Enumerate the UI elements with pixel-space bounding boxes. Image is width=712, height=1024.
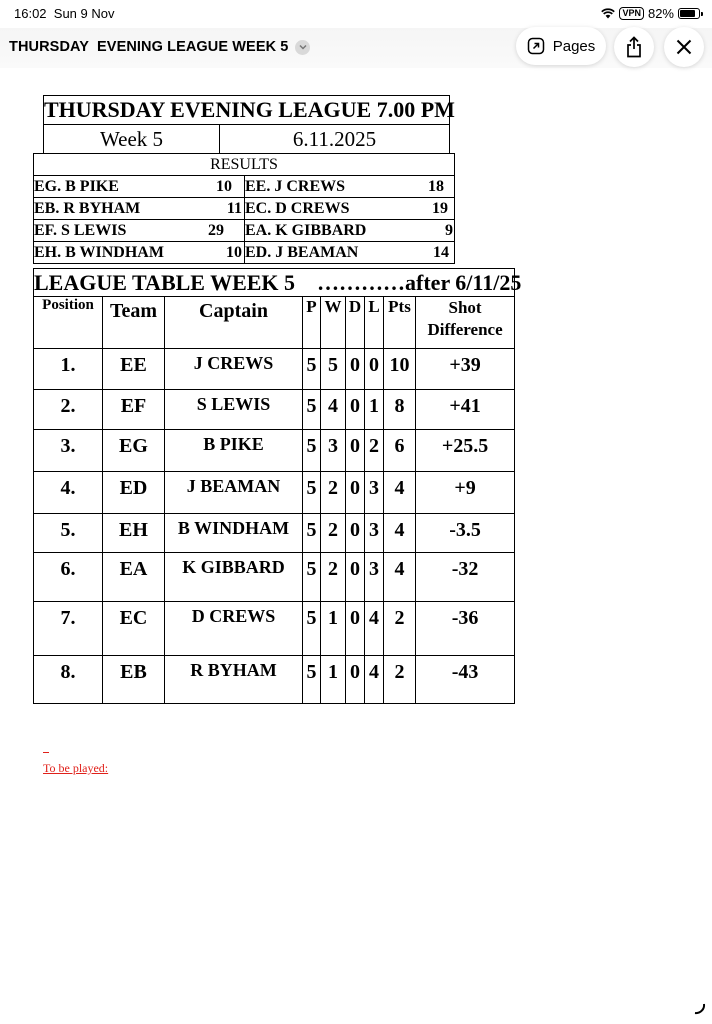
row-pts: 2	[384, 656, 416, 704]
blank-link[interactable]	[43, 740, 108, 755]
battery-icon	[678, 8, 700, 19]
row-p: 5	[303, 472, 321, 514]
wifi-icon	[601, 8, 615, 19]
loading-spinner-icon	[693, 1002, 707, 1016]
row-pts: 4	[384, 514, 416, 553]
row-l: 2	[365, 430, 384, 472]
result-home: EB. R BYHAM	[34, 198, 191, 220]
status-right	[601, 6, 700, 21]
row-w: 2	[321, 472, 346, 514]
col-shot-difference: Shot Difference	[416, 297, 515, 349]
row-p: 5	[303, 349, 321, 390]
row-position: 5.	[34, 514, 103, 553]
status-time-date: 16:02 Sun 9 Nov	[14, 6, 115, 21]
row-l: 1	[365, 390, 384, 430]
league-title: THURSDAY EVENING LEAGUE 7.00 PM	[44, 96, 450, 125]
row-shot-difference: +9	[416, 472, 515, 514]
league-table	[33, 268, 522, 704]
row-team: EA	[103, 553, 165, 602]
row-w: 5	[321, 349, 346, 390]
row-pts: 8	[384, 390, 416, 430]
row-w: 1	[321, 602, 346, 656]
result-away: EA. K GIBBARD 9	[245, 220, 455, 242]
result-home: EH. B WINDHAM	[34, 242, 191, 264]
chevron-down-icon[interactable]	[295, 40, 310, 55]
row-p: 5	[303, 553, 321, 602]
row-w: 2	[321, 514, 346, 553]
table-row	[34, 553, 515, 602]
result-row	[34, 242, 455, 264]
row-l: 4	[365, 656, 384, 704]
row-pts: 6	[384, 430, 416, 472]
row-team: EC	[103, 602, 165, 656]
row-captain: B PIKE	[165, 430, 303, 472]
result-home: EG. B PIKE	[34, 176, 191, 198]
col-w: W	[321, 297, 346, 349]
row-l: 0	[365, 349, 384, 390]
row-d: 0	[346, 553, 365, 602]
result-row	[34, 198, 455, 220]
league-table-title: LEAGUE TABLE WEEK 5 …………after 6/11/25	[34, 269, 522, 295]
result-home: EF. S LEWIS	[34, 220, 191, 242]
row-captain: R BYHAM	[165, 656, 303, 704]
row-pts: 4	[384, 472, 416, 514]
result-home-score: 29	[191, 220, 245, 242]
row-team: EF	[103, 390, 165, 430]
row-l: 3	[365, 514, 384, 553]
battery-percent: 82%	[647, 6, 674, 21]
row-position: 2.	[34, 390, 103, 430]
row-pts: 4	[384, 553, 416, 602]
row-d: 0	[346, 514, 365, 553]
row-captain: J CREWS	[165, 349, 303, 390]
row-shot-difference: +41	[416, 390, 515, 430]
row-p: 5	[303, 390, 321, 430]
result-home-score: 10	[191, 242, 245, 264]
row-p: 5	[303, 430, 321, 472]
row-d: 0	[346, 602, 365, 656]
col-pts: Pts	[384, 297, 416, 349]
pages-button[interactable]	[516, 27, 606, 65]
row-p: 5	[303, 602, 321, 656]
col-position: Position	[34, 297, 103, 349]
row-position: 4.	[34, 472, 103, 514]
table-row	[34, 514, 515, 553]
open-pages-icon	[527, 37, 545, 55]
row-l: 4	[365, 602, 384, 656]
result-row	[34, 220, 455, 242]
row-captain: K GIBBARD	[165, 553, 303, 602]
row-pts: 2	[384, 602, 416, 656]
row-d: 0	[346, 472, 365, 514]
share-icon	[625, 36, 643, 58]
notes-section	[43, 740, 108, 776]
col-p: P	[303, 297, 321, 349]
row-position: 3.	[34, 430, 103, 472]
close-icon	[676, 39, 692, 55]
results-table	[33, 153, 455, 264]
table-row	[34, 390, 515, 430]
row-team: EE	[103, 349, 165, 390]
row-w: 1	[321, 656, 346, 704]
row-shot-difference: -36	[416, 602, 515, 656]
row-captain: J BEAMAN	[165, 472, 303, 514]
col-d: D	[346, 297, 365, 349]
result-row	[34, 176, 455, 198]
document-title: THURSDAY EVENING LEAGUE WEEK 5	[9, 39, 289, 55]
table-row	[34, 430, 515, 472]
row-team: EH	[103, 514, 165, 553]
row-d: 0	[346, 430, 365, 472]
league-header-row	[34, 297, 515, 349]
row-position: 7.	[34, 602, 103, 656]
league-header	[43, 95, 455, 154]
pages-label: Pages	[552, 37, 596, 55]
result-away: EE. J CREWS 18	[245, 176, 455, 198]
col-l: L	[365, 297, 384, 349]
row-shot-difference: -43	[416, 656, 515, 704]
share-button[interactable]	[614, 27, 654, 67]
table-row	[34, 602, 515, 656]
row-p: 5	[303, 656, 321, 704]
result-away: EC. D CREWS 19	[245, 198, 455, 220]
row-team: ED	[103, 472, 165, 514]
result-home-score: 11	[191, 198, 245, 220]
row-w: 2	[321, 553, 346, 602]
close-button[interactable]	[664, 27, 704, 67]
row-p: 5	[303, 514, 321, 553]
row-w: 4	[321, 390, 346, 430]
row-l: 3	[365, 472, 384, 514]
week-date: 6.11.2025	[220, 125, 450, 154]
row-captain: D CREWS	[165, 602, 303, 656]
results-header: RESULTS	[34, 154, 455, 176]
table-row	[34, 472, 515, 514]
result-home-score: 10	[191, 176, 245, 198]
row-team: EB	[103, 656, 165, 704]
row-l: 3	[365, 553, 384, 602]
to-be-played-link[interactable]: To be played:	[43, 761, 109, 775]
document-title-menu[interactable]	[9, 39, 310, 55]
row-shot-difference: -32	[416, 553, 515, 602]
row-d: 0	[346, 349, 365, 390]
status-bar	[0, 0, 712, 28]
table-row	[34, 656, 515, 704]
row-d: 0	[346, 656, 365, 704]
vpn-icon: VPN	[619, 7, 644, 20]
col-captain: Captain	[165, 297, 303, 349]
row-captain: S LEWIS	[165, 390, 303, 430]
row-pts: 10	[384, 349, 416, 390]
row-team: EG	[103, 430, 165, 472]
row-d: 0	[346, 390, 365, 430]
row-captain: B WINDHAM	[165, 514, 303, 553]
col-team: Team	[103, 297, 165, 349]
row-shot-difference: +39	[416, 349, 515, 390]
row-position: 8.	[34, 656, 103, 704]
table-row	[34, 349, 515, 390]
row-shot-difference: +25.5	[416, 430, 515, 472]
row-w: 3	[321, 430, 346, 472]
row-position: 6.	[34, 553, 103, 602]
row-shot-difference: -3.5	[416, 514, 515, 553]
week-label: Week 5	[44, 125, 220, 154]
result-away: ED. J BEAMAN 14	[245, 242, 455, 264]
row-position: 1.	[34, 349, 103, 390]
